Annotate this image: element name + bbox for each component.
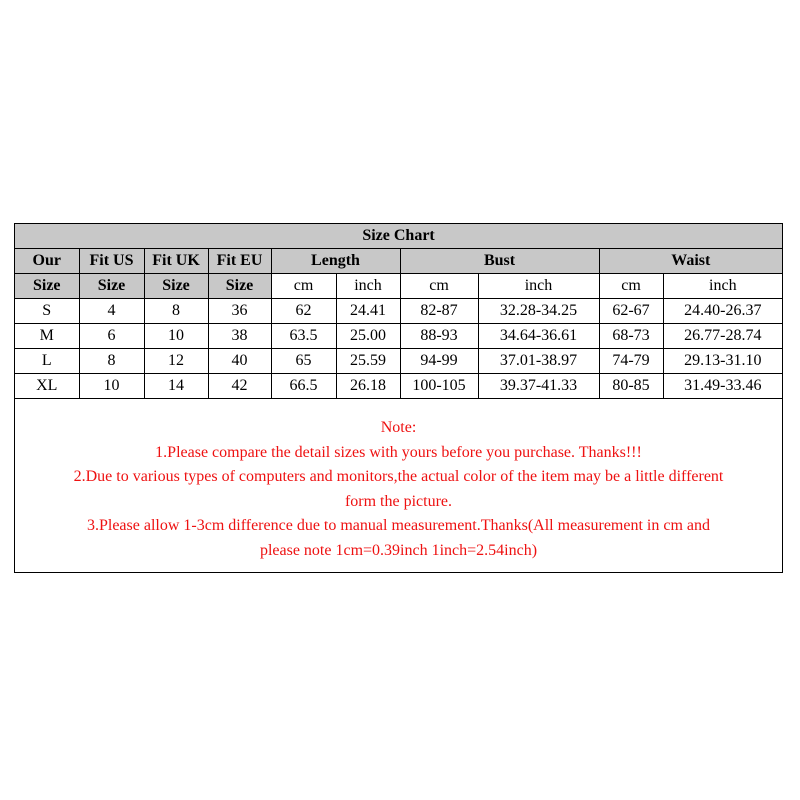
header-fit-uk: Fit UK bbox=[144, 249, 208, 274]
header-length: Length bbox=[271, 249, 400, 274]
header-fit-us-2: Size bbox=[79, 274, 144, 299]
table-cell: 80-85 bbox=[599, 374, 663, 399]
table-cell: 36 bbox=[208, 299, 271, 324]
table-cell: 25.59 bbox=[336, 349, 400, 374]
table-row bbox=[15, 299, 782, 324]
size-chart-table bbox=[15, 224, 782, 399]
header-waist: Waist bbox=[599, 249, 782, 274]
note-line-3a: 3.Please allow 1-3cm difference due to manual measurement.Thanks(All measurement in cm and bbox=[86, 517, 711, 534]
header-bust: Bust bbox=[400, 249, 599, 274]
title-row bbox=[15, 224, 782, 249]
subheader-waist-cm: cm bbox=[599, 274, 663, 299]
header-fit-us: Fit US bbox=[79, 249, 144, 274]
header-fit-uk-2: Size bbox=[144, 274, 208, 299]
table-cell: 42 bbox=[208, 374, 271, 399]
note-heading: Note: bbox=[380, 419, 417, 436]
table-cell: 66.5 bbox=[271, 374, 336, 399]
table-cell: 26.77-28.74 bbox=[663, 324, 782, 349]
table-cell: 4 bbox=[79, 299, 144, 324]
table-row bbox=[15, 324, 782, 349]
table-cell: 14 bbox=[144, 374, 208, 399]
table-cell: 39.37-41.33 bbox=[478, 374, 599, 399]
table-cell: 8 bbox=[144, 299, 208, 324]
table-cell: XL bbox=[15, 374, 79, 399]
table-cell: 26.18 bbox=[336, 374, 400, 399]
table-cell: 82-87 bbox=[400, 299, 478, 324]
table-cell: 94-99 bbox=[400, 349, 478, 374]
table-cell: 25.00 bbox=[336, 324, 400, 349]
table-row bbox=[15, 374, 782, 399]
header-our-size-2: Size bbox=[15, 274, 79, 299]
table-cell: 38 bbox=[208, 324, 271, 349]
size-chart-frame bbox=[14, 223, 783, 573]
subheader-length-cm: cm bbox=[271, 274, 336, 299]
table-cell: M bbox=[15, 324, 79, 349]
table-cell: 8 bbox=[79, 349, 144, 374]
subheader-bust-cm: cm bbox=[400, 274, 478, 299]
header-fit-eu: Fit EU bbox=[208, 249, 271, 274]
table-cell: 88-93 bbox=[400, 324, 478, 349]
table-cell: S bbox=[15, 299, 79, 324]
table-cell: 65 bbox=[271, 349, 336, 374]
note-line-2b: form the picture. bbox=[344, 492, 453, 510]
notes-section bbox=[15, 416, 782, 563]
table-cell: 37.01-38.97 bbox=[478, 349, 599, 374]
table-cell: 24.41 bbox=[336, 299, 400, 324]
subheader-length-inch: inch bbox=[336, 274, 400, 299]
chart-title: Size Chart bbox=[15, 224, 782, 249]
table-cell: 62-67 bbox=[599, 299, 663, 324]
subheader-waist-inch: inch bbox=[663, 274, 782, 299]
table-cell: 31.49-33.46 bbox=[663, 374, 782, 399]
header-row-1 bbox=[15, 249, 782, 274]
table-cell: 10 bbox=[144, 324, 208, 349]
table-cell: 6 bbox=[79, 324, 144, 349]
note-line-1: 1.Please compare the detail sizes with yours before you purchase. Thanks!!! bbox=[155, 443, 642, 461]
table-cell: 62 bbox=[271, 299, 336, 324]
subheader-bust-inch: inch bbox=[478, 274, 599, 299]
table-cell: 34.64-36.61 bbox=[478, 324, 599, 349]
table-cell: 24.40-26.37 bbox=[663, 299, 782, 324]
header-our-size: Our bbox=[15, 249, 79, 274]
table-cell: 29.13-31.10 bbox=[663, 349, 782, 374]
table-cell: 74-79 bbox=[599, 349, 663, 374]
table-cell: L bbox=[15, 349, 79, 374]
table-row bbox=[15, 349, 782, 374]
table-cell: 63.5 bbox=[271, 324, 336, 349]
table-cell: 10 bbox=[79, 374, 144, 399]
header-fit-eu-2: Size bbox=[208, 274, 271, 299]
table-cell: 40 bbox=[208, 349, 271, 374]
note-line-3b: please note 1cm=0.39inch 1inch=2.54inch) bbox=[259, 541, 538, 559]
table-cell: 32.28-34.25 bbox=[478, 299, 599, 324]
table-cell: 68-73 bbox=[599, 324, 663, 349]
table-cell: 12 bbox=[144, 349, 208, 374]
note-line-2a: 2.Due to various types of computers and monitors,the actual color of the item may be a little different bbox=[73, 468, 724, 485]
header-row-2 bbox=[15, 274, 782, 299]
table-cell: 100-105 bbox=[400, 374, 478, 399]
